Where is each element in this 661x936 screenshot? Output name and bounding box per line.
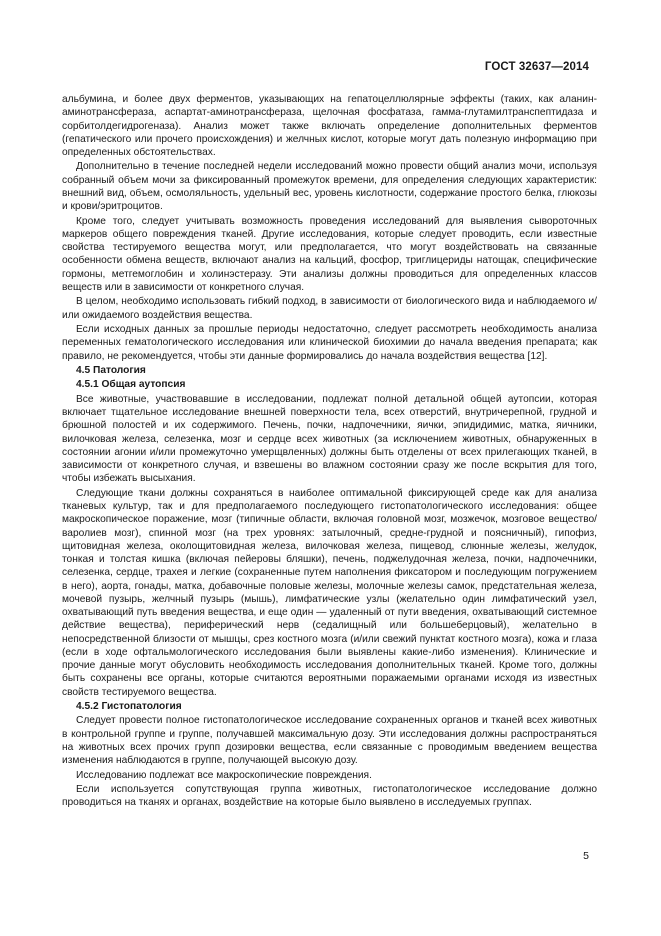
document-header: ГОСТ 32637—2014: [484, 61, 589, 73]
document-body: [62, 93, 597, 811]
paragraph-macroscopic: Исследованию подлежат все макроскопические повреждения.: [76, 769, 372, 781]
paragraph-historical-data: Если исходных данных за прошлые периоды недостаточно, следует рассмотреть необходимость анализа переменных гематологического исследования или клинической биохимии до начала введения препарата; как правило, не рекомендуется, чтобы эти данные формировались до начала воздействия вещества [12].: [62, 324, 597, 362]
paragraph-autopsy: Все животные, участвовавшие в исследовании, подлежат полной детальной общей аутопсии, которая включает тщательное исследование внешней поверхности тела, всех отверстий, внутричерепной, грудной и брюшной полостей и их содержимого. Печень, почки, надпочечники, яички, эпидидимис, матка, яичники, вилочковая железа, селезенка, мозг и сердце всех животных (за исключением животных, обнаруженных в состоянии агонии и/или промежуточно умерщвленных) должны быть отделены от всех прилегающих тканей, в зависимости от конкретного случая, и взвешены во влажном состоянии сразу же после вскрытия для того, чтобы избежать высыхания.: [62, 393, 597, 485]
page-number: 5: [583, 850, 589, 862]
paragraph-continuation: альбумина, и более двух ферментов, указывающих на гепатоцеллюлярные эффекты (таких, как аланин-аминотрансфераза, аспартат-аминотрансфераза, щелочная фосфатаза, гамма-глутамилтранспептидаза и сорбитолдегидрогеназа). Анализ может также включать определение дополнительных ферментов (гепатического или прочего происхождения) и желчных кислот, которые могут дать полезную информацию при определенных обстоятельствах.: [62, 94, 597, 158]
paragraph-serum-markers: Кроме того, следует учитывать возможность проведения исследований для выявления сывороточных маркеров общего повреждения тканей. Другие исследования, которые следует проводить, если известные свойства тестируемого вещества могут, или предполагается, что могут воздействовать на связанные особенности обмена веществ, включают анализ на кальций, фосфор, триглицериды натощак, специфические гормоны, метгемоглобин и холинэстеразу. Эти анализы должны проводиться для определенных классов веществ или в зависимости от конкретного случая.: [62, 215, 597, 293]
paragraph-flexible-approach: В целом, необходимо использовать гибкий подход, в зависимости от биологического вида и наблюдаемого и/или ожидаемого воздействия вещества.: [62, 296, 597, 321]
subsection-heading-autopsy: 4.5.1 Общая аутопсия: [76, 379, 186, 391]
paragraph-urinalysis: Дополнительно в течение последней недели исследований можно провести общий анализ мочи, используя собранный объем мочи за фиксированный промежуток времени, для определения следующих характеристик: внешний вид, объем, осмоляльность, удельный вес, уровень кислотности, содержание простого белка, глюкозы и крови/эритроцитов.: [62, 161, 597, 213]
paragraph-histopathology: Следует провести полное гистопатологическое исследование сохраненных органов и тканей всех животных в контрольной группе и группе, получавшей максимальную дозу. Эти исследования должны распространяться на животных всех прочих групп дозировки вещества, если связанные с проводимым введением вещества изменения наблюдаются в группе, получающей высокую дозу.: [62, 715, 597, 767]
paragraph-satellite-group: Если используется сопутствующая группа животных, гистопатологическое исследование должно проводиться на тканях и органах, воздействие на которые было выявлено в исследуемых группах.: [62, 784, 597, 809]
subsection-heading-histopathology: 4.5.2 Гистопатология: [76, 700, 182, 712]
paragraph-tissues: Следующие ткани должны сохраняться в наиболее оптимальной фиксирующей среде как для анализа тканевых культур, так и для предполагаемого последующего гистопатологического исследования: общее макроскопическое поражение, мозг (типичные области, включая головной мозг, мозжечок, мозговое вещество/варолиев мозг), спинной мозг (на трех уровнях: затылочный, средне-грудной и поясничный), гипофиз, щитовидная железа, околощитовидная железа, вилочковая железа, пищевод, слюнные железы, желудок, тонкая и толстая кишка (включая пейеровы бляшки), печень, поджелудочная железа, почки, надпочечники, селезенка, сердце, трахея и легкие (сохраненные путем наполнения фиксатором и последующим погружением в него), аорта, гонады, матка, добавочные половые железы, молочные железы самок, предстательная железа, мочевой пузырь, желчный пузырь (мышь), лимфатические узлы (желательно один лимфатический узел, охватывающий путь введения вещества, и еще один — удаленный от пути введения, охватывающий системное действие вещества), периферический нерв (седалищный или большеберцовый), желательно в непосредственной близости от мышцы, срез костного мозга (и/или свежий пунктат костного мозга), кожа и глаза (если в ходе офтальмологического исследования были выявлены какие-либо изменения). Клинические и прочие данные могут обусловить необходимость исследования дополнительных тканей. Кроме того, должны быть сохранены все органы, которые считаются вероятными поражаемыми органами исходя из известных свойств тестируемого вещества.: [62, 487, 597, 698]
section-heading-pathology: 4.5 Патология: [76, 364, 146, 376]
